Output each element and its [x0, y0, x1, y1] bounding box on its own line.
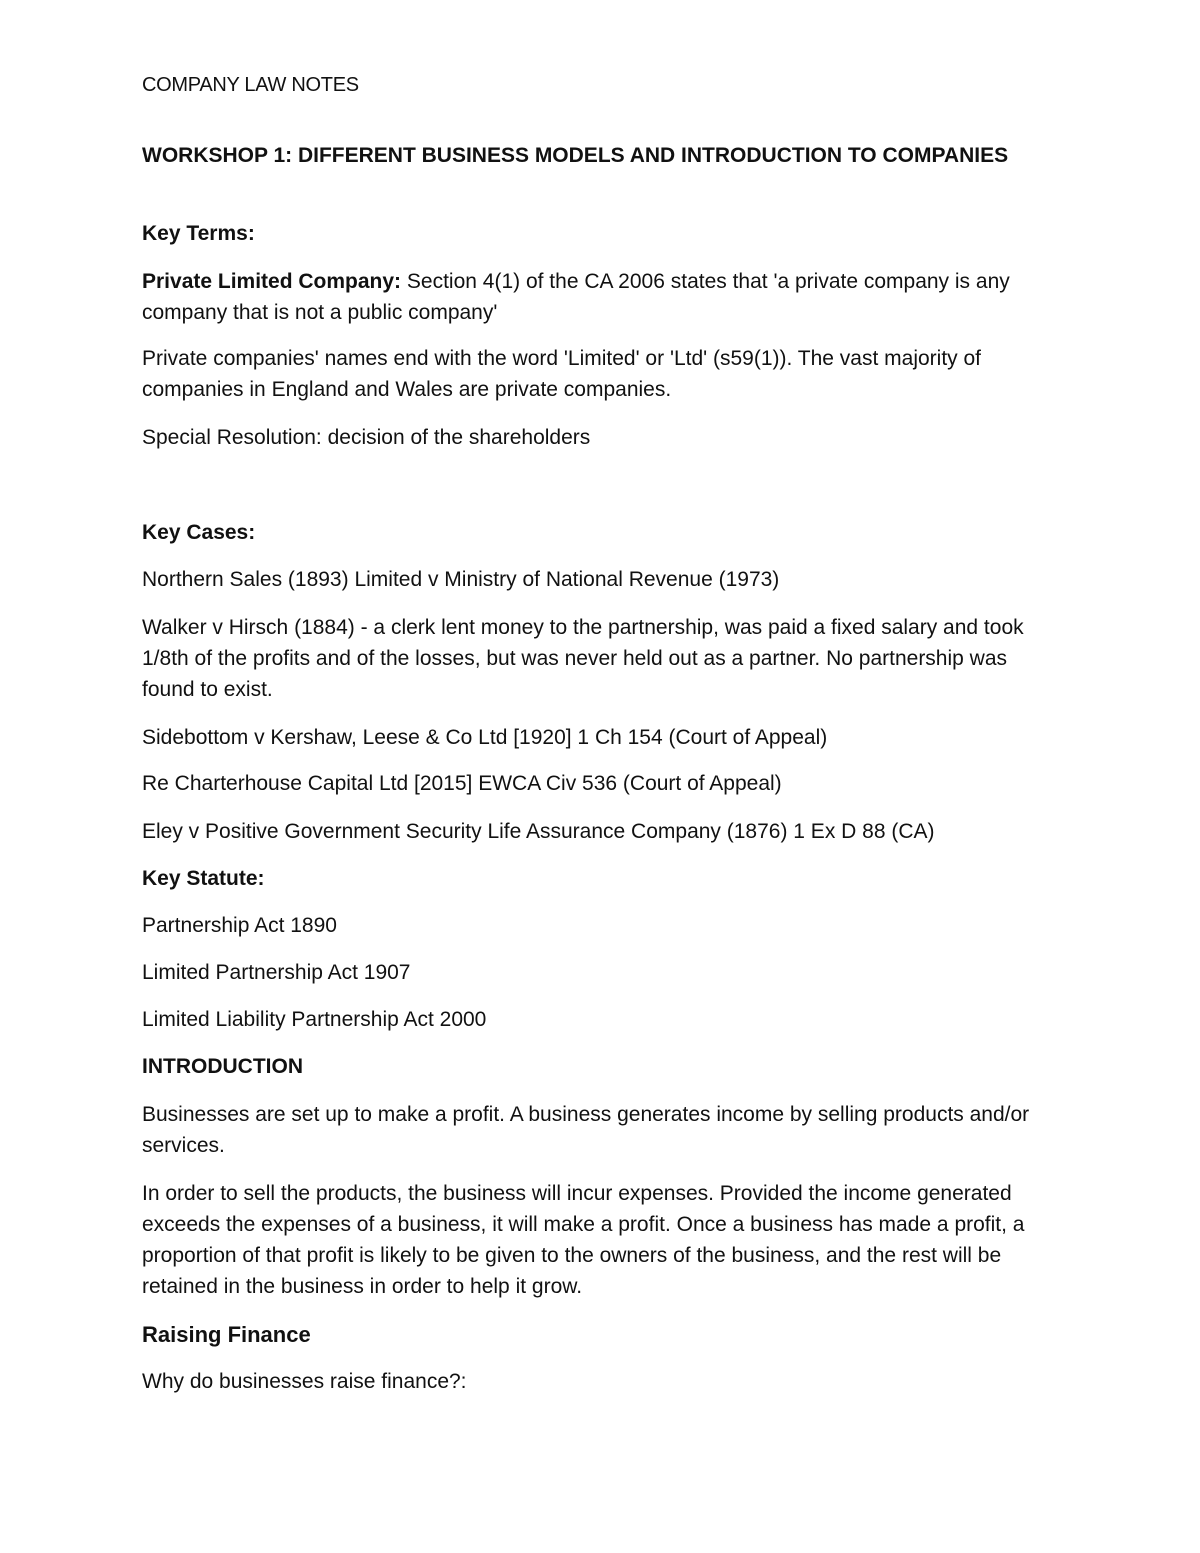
- workshop-title: WORKSHOP 1: DIFFERENT BUSINESS MODELS AND INTRODUCTION TO COMPANIES: [142, 144, 1009, 167]
- statute-item: Limited Liability Partnership Act 2000: [142, 1008, 487, 1031]
- key-cases-heading: Key Cases:: [142, 521, 256, 544]
- private-limited-company-definition: [142, 266, 1062, 328]
- key-terms-heading: Key Terms:: [142, 222, 255, 245]
- private-company-names-paragraph: Private companies' names end with the word 'Limited' or 'Ltd' (s59(1)). The vast majority of companies in England and Wales are private companies.: [142, 347, 982, 401]
- case-item: Re Charterhouse Capital Ltd [2015] EWCA Civ 536 (Court of Appeal): [142, 772, 782, 795]
- raising-finance-question: Why do businesses raise finance?:: [142, 1370, 467, 1393]
- case-item: Sidebottom v Kershaw, Leese & Co Ltd [1920] 1 Ch 154 (Court of Appeal): [142, 726, 828, 749]
- introduction-paragraph: In order to sell the products, the business will incur expenses. Provided the income generated exceeds the expenses of a business, it will make a profit. Once a business has made a profit, a proportion of that profit is likely to be given to the owners of the business, and the rest will be retained in the business in order to help it grow.: [142, 1182, 1025, 1298]
- case-item: Eley v Positive Government Security Life Assurance Company (1876) 1 Ex D 88 (CA): [142, 820, 935, 843]
- key-statute-heading: Key Statute:: [142, 867, 265, 890]
- raising-finance-heading: Raising Finance: [142, 1322, 311, 1347]
- statute-item: Limited Partnership Act 1907: [142, 961, 411, 984]
- special-resolution-paragraph: Special Resolution: decision of the shareholders: [142, 426, 591, 449]
- document-header: COMPANY LAW NOTES: [142, 74, 359, 96]
- case-item: Northern Sales (1893) Limited v Ministry of National Revenue (1973): [142, 568, 780, 591]
- statute-item: Partnership Act 1890: [142, 914, 337, 937]
- introduction-heading: INTRODUCTION: [142, 1055, 303, 1078]
- term-label: Private Limited Company:: [142, 270, 402, 293]
- introduction-paragraph: Businesses are set up to make a profit. A business generates income by selling products and/or services.: [142, 1103, 1030, 1157]
- term-definition: Section 4(1) of the CA 2006 states that 'a private company is any company that is not a public company': [142, 270, 1010, 324]
- case-item: Walker v Hirsch (1884) - a clerk lent money to the partnership, was paid a fixed salary and took 1/8th of the profits and of the losses, but was never held out as a partner. No partnership was found to exist.: [142, 616, 1024, 701]
